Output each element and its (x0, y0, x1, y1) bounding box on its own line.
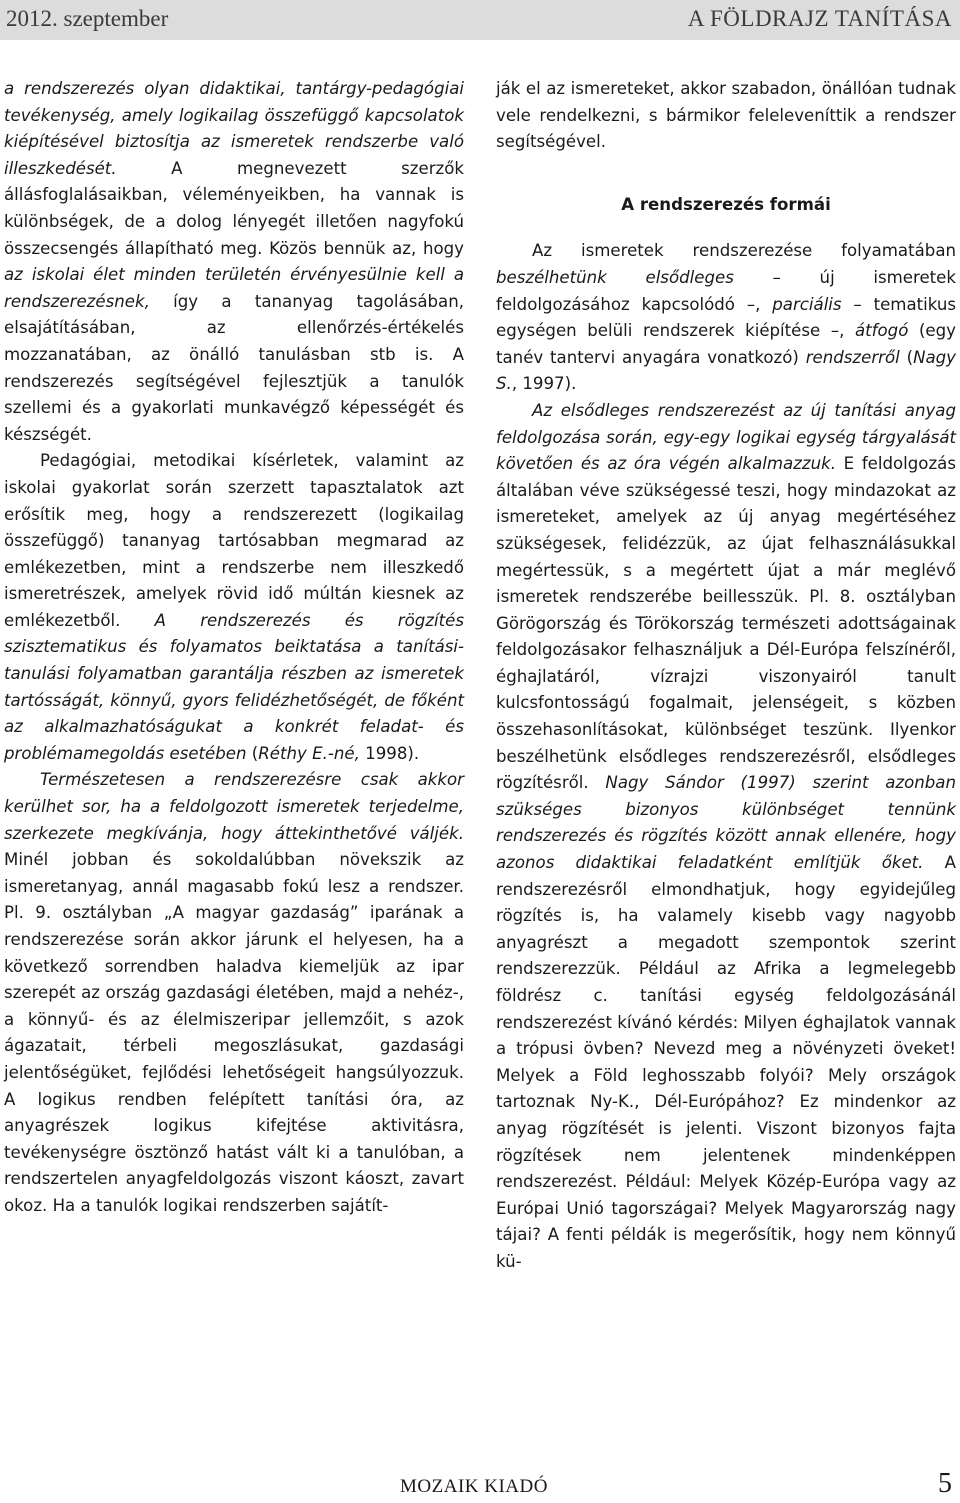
text-span: A rendszerezésről elmondhatjuk, hogy egyidejűleg rögzítés is, ha valamely kisebb vagy nagyobb anyagrészt a megadott szempontok szerint rendszerezzük. Például az Afrika a legmelegebb földrész c. tanítási egység feldolgozásánál rendszerezést kívánó kérdés: Milyen éghajlatok vannak a trópusi övben? Nevezd meg a növényzeti öveket! Melyek a Föld leghosszabb folyói? Mely országok tartoznak Ny-K., Dél-Európához? Ez mindenkor az anyag rögzítését is jelenti. Viszont bizonyos fajta rögzítések nem jelentenek mindenképpen rendszerezést. Például: Melyek Közép-Európa vagy az Európai Unió tagországai? Melyek Magyarország nagy tájai? A fenti példák is megerősítik, hogy nem könnyű kü- (496, 853, 956, 1271)
section-heading: A rendszerezés formái (621, 194, 831, 214)
text-span: átfogó (855, 321, 909, 341)
right-paragraph-3 (496, 398, 956, 1276)
text-span: Nagy Sándor (1997) szerint azonban szükséges bizonyos különbséget tennünk rendszerezés és rögzítés között annak ellenére, hogy azonos didaktikai feladatként említjük őket. (496, 773, 956, 873)
text-span: rendszerről (805, 347, 900, 367)
text-span: az iskolai élet minden területén érvényesülnie kell a rendszerezésnek, (4, 265, 464, 311)
text-span: ( (899, 347, 914, 367)
right-column (496, 76, 956, 1276)
left-column (4, 76, 464, 1220)
text-span: A rendszerezés és rögzítés szisztematikus és folyamatos beiktatása a tanítási-tanulási folyamatban garantálja részben az ismeretek tartósságát, könnyű, gyors felidézhetőségét, de főként az alkalmazhatóságukat a konkrét feladat- és problémamegoldás esetében (4, 610, 464, 763)
right-paragraph-1: ják el az ismereteket, akkor szabadon, önállóan tudnak vele rendelkezni, s bármikor feleleveníttik a rendszer segítségével. (496, 79, 956, 152)
text-span: (egy tanév tantervi anyagára vonatkozó) (496, 321, 956, 367)
text-span: Nagy S. (496, 347, 956, 394)
text-span: Az elsődleges rendszerezést az új tanítási anyag feldolgozása során, egy-egy logikai egység tárgyalását követően és az óra végén alkalmazzuk. (496, 400, 956, 474)
text-span: Az ismeretek rendszerezése folyamatában (532, 241, 956, 261)
issue-date: 2012. szeptember (6, 6, 169, 31)
text-span: , 1997). (511, 374, 577, 394)
journal-title: A FÖLDRAJZ TANÍTÁSA (687, 6, 952, 31)
text-span: parciális (772, 294, 842, 314)
publisher-name: MOZAIK KIADÓ (400, 1476, 548, 1497)
page-number: 5 (938, 1468, 952, 1499)
text-span: beszélhetünk elsődleges (496, 267, 734, 287)
text-span: a rendszerezés olyan didaktikai, tantárgy-pedagógiai tevékenység, amely logikailag összefüggő kapcsolatok kiépítésével biztosítja az ismeretek rendszerbe való illeszkedését. (4, 79, 464, 178)
text-span: 1998). (359, 743, 420, 763)
text-span: E feldolgozás általában véve szükségessé teszi, hogy mindazokat az ismereteket, amelyek az új anyag megértéséhez szükségesek, felidézzük, az újat felhasználásukkal megértessük, s a megértett újat a már meglévő ismeretek rendszerébe beillesszük. Pl. 8. osztályban Görögország és Törökország természeti adottságainak feldolgozásakor felhasználjuk a Dél-Európa felszínéről, éghajlatáról, vízrajzi viszonyairól tanult kulcsfontosságú fogalmait, jelenségeit, s közben összehasonlításokat, különbséget teszünk. Ilyenkor beszélhetünk elsődleges rendszerezésről, elsődleges rögzítésről. (496, 454, 956, 793)
text-span: így a tananyag tagolásában, elsajátításában, az ellenőrzés-értékelés mozzanatában, az önálló tanulásban stb is. A rendszerezés segítségével fejlesztjük a tanulók szellemi és a gyakorlati munkavégző képességét és készségét. (4, 291, 464, 444)
left-paragraph-3 (4, 767, 464, 1219)
left-paragraph-1 (4, 76, 464, 448)
text-span: – tematikus egységen belüli rendszerek kiépítése –, (496, 294, 957, 341)
text-span: Természetesen a rendszerezésre csak akkor kerülhet sor, ha a feldolgozott ismeretek terjedelme, szerkezete megkívánja, hogy áttekinthetővé váljék. (4, 770, 464, 843)
text-span: ( (246, 743, 259, 763)
text-span: Minél jobban és sokoldalúbban növekszik az ismeretanyag, annál magasabb fokú lesz a rendszer. Pl. 9. osztályban „A magyar gazdaság” iparának a rendszerezése során akkor járunk el helyesen, ha a következő sorrendben haladva kiemeljük az ipar szerepét az ország gazdasági életében, majd a nehéz-, a könnyű- és az élelmiszeripar jellemzőit, s azok ágazatait, térbeli megoszlásukat, gazdasági jelentőségüket, fejlődési lehetőségeit hangsúlyozzuk. A logikus rendben felépített tanítási óra, az anyagrészek logikus kifejtése aktivitásra, tevékenységre ösztönző hatást vált ki a tanulóban, a rendszertelen anyagfeldolgozás viszont káoszt, zavart okoz. Ha a tanulók logikai rendszerben sajátít- (4, 850, 464, 1215)
text-span: – új ismeretek feldolgozásához kapcsolódó –, (496, 267, 956, 314)
text-span: Pedagógiai, metodikai kísérletek, valamint az iskolai gyakorlat során szerzett tapasztalatok azt erősítik meg, hogy a rendszerezett (logikailag összefüggő) tananyag tartósabban megmarad az emlékezetben, mint a rendszerbe nem illeszkedő ismeretrészek, amelyek rövid idő múltán kiesnek az emlékezetből. (4, 451, 464, 630)
left-paragraph-2 (4, 448, 464, 767)
page-header (0, 0, 960, 40)
right-paragraph-2 (496, 238, 956, 398)
text-span: Réthy E.-né, (258, 743, 360, 763)
text-span: A megnevezett szerzők állásfoglalásaikban, véleményeikben, ha vannak is különbségek, de a dolog lényegét illetően nagyfokú összecsengés állapítható meg. Közös bennük az, hogy (4, 158, 464, 258)
